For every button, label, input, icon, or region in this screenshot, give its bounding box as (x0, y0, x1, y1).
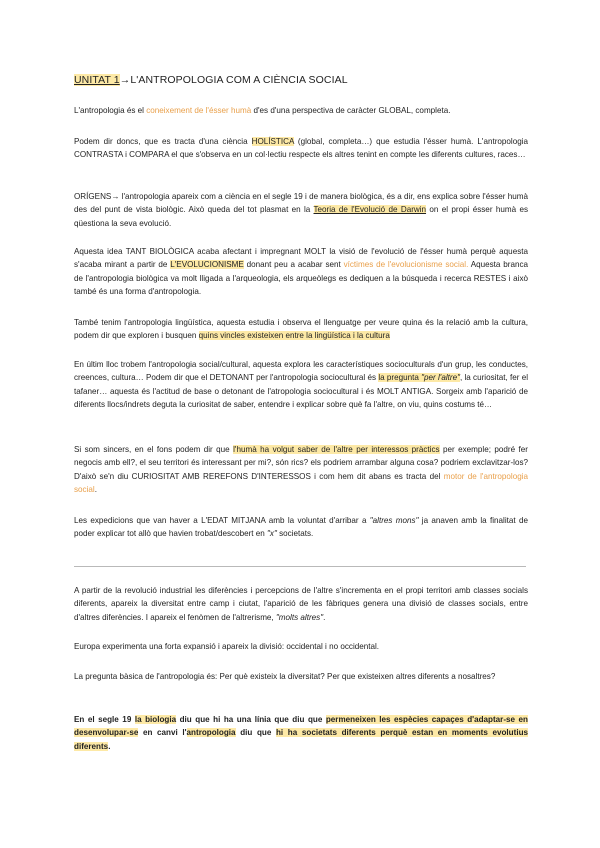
text: diu que hi ha una línia que diu que (176, 715, 326, 724)
highlight-orange: coneixement de l'ésser humà (146, 106, 252, 115)
text: Si som sincers, en el fons podem dir que (74, 445, 234, 454)
text: (global, completa…) que estudia l'ésser humà. L'antropologia CONTRASTA i COMPARA el que s'observa en un col·lectiu respecte els altres tenint en compte les diferents cultures, races… (74, 137, 528, 160)
paragraph-expeditions (74, 514, 528, 541)
text: Podem dir doncs, que es tracta d'una ciència (74, 137, 252, 146)
text: Aquesta branca de l'antropologia biològica va molt lligada a l'arqueologia, els arqueòlegs es dediquen a la búsqueda i recerca RESTES i això també és una forma d'antropologia. (74, 260, 529, 297)
text: en canvi l' (138, 728, 187, 738)
text: La pregunta bàsica de l'antropologia és: Per què existeix la diversitat? Per que existeixen altres diferents a nosaltres? (74, 672, 496, 681)
page-title (74, 74, 348, 86)
text: , la curiositat, fer el tafaner… aquesta és l'actitud de base o detonant de l'atropologia sociocultural i és MOLT ANTIGA. Sorgeix amb l'aparició de diferents llocs/indrets deguta la curiositat de saber, entendre i explicar sobre què fa l'altre, on viu, quins costums té… (74, 373, 528, 410)
paragraph-holistic (74, 135, 528, 162)
unit-label: UNITAT 1 (74, 74, 120, 86)
text: per exemple; podré fer negocis amb ell?, el seu territori és interessant per mi?, són rics? els podriem arrambar alguna cosa? podriem exclavitzar-los? D'això se'n diu CURIOSITAT AMB REREFONS D'INTERESSOS i com hem dit abans es tracta del (74, 445, 528, 481)
highlight-orange: víctimes de l'evolucionisme social. (343, 260, 469, 270)
highlight-yellow: permeneixen les espècies capaçes d'adaptar-se en desenvolupar-se (74, 715, 528, 738)
paragraph-evolutionism (74, 245, 528, 299)
text: ja anaven amb la finalitat de poder explicar tot allò que havien trobat/descobert en (74, 516, 528, 539)
highlight-yellow: quins vincles existeixen entre la lingüística i la cultura (198, 331, 390, 341)
horizontal-divider (74, 566, 526, 567)
text: ORÍGENS (74, 192, 112, 201)
highlight-yellow: HOLÍSTICA (251, 137, 294, 146)
highlight-yellow: la pregunta (378, 373, 422, 383)
text: Aquesta idea TANT BIOLÒGICA acaba afectant i impregnant MOLT la visió de l'evolució de l'ésser humà perquè aquesta s'acaba mirant a partir de (74, 247, 528, 270)
text: donant peu a acabar sent (243, 260, 344, 270)
text: En el segle 19 (74, 715, 135, 724)
text: on el propi ésser humà es qüestiona la seva evolució. (74, 205, 528, 228)
text: Europa experimenta una forta expansió i apareix la divisió: occidental i no occidental. (74, 642, 380, 651)
text: → l'antropologia apareix com a ciència en el segle 19 i de manera biològica, és a dir, ens explica sobre l'ésser humà des del punt de vista biològic. Això queda del tot plasmat en la (74, 192, 528, 215)
text: societats. (276, 529, 314, 539)
text: "x" (267, 529, 277, 539)
highlight-yellow: l'humà ha volgut saber de l'altre per interessos pràctics (233, 445, 440, 454)
highlight-yellow: Teoria de l'Evolució de Darwin (313, 205, 427, 215)
text: d'es d'una perspectiva de caràcter GLOBAL, completa. (251, 106, 451, 115)
highlight-yellow: la biologia (134, 715, 177, 724)
text: . (108, 741, 111, 751)
text: En últim lloc trobem l'antropologia social/cultural, aquesta explora les característiques socioculturals d'un grup, les conductes, creences, cultura… Podem dir que el DETONANT per l'antropologia sociocultural és (74, 360, 528, 383)
highlight-yellow: hi ha societats diferents perquè estan en moments evolutius diferents (74, 728, 529, 751)
highlight-yellow: "per l'altre" (421, 373, 460, 383)
text: . (94, 485, 97, 495)
text: Les expedicions que van haver a L'EDAT MITJANA amb la voluntat d'arribar a (74, 516, 370, 525)
title-text: L'ANTROPOLOGIA COM A CIÈNCIA SOCIAL (130, 74, 348, 86)
text: diu que (235, 728, 276, 738)
highlight-yellow: L'EVOLUCIONISME (170, 260, 244, 270)
highlight-yellow: antropologia (186, 728, 236, 738)
paragraph-origins (74, 190, 528, 230)
text: També tenim l'antropologia lingüística, aquesta estudia i observa el llenguatge per veure quina és la relació amb la cultura, podem dir que exploren i busquen (74, 318, 528, 341)
text: L'antropologia és el (74, 106, 147, 115)
paragraph-europe (74, 640, 528, 653)
text: A partir de la revolució industrial les diferències i percepcions de l'altre s'incrementa en el propi territori amb classes socials diferents, apareix la diversitat entre camp i ciutat, l'aparició de les fàbriques genera una divisió de classes socials, entre d'altres diferències. I apareix el fenòmen de l'altrerisme, (74, 586, 528, 622)
text: . (323, 612, 326, 622)
paragraph-biology (74, 713, 528, 753)
highlight-orange: motor de l'antropologia social (74, 471, 528, 495)
title-arrow: → (119, 74, 131, 86)
paragraph-linguistic (74, 316, 528, 343)
paragraph-sociocultural (74, 358, 528, 412)
text: "molts altres" (275, 612, 324, 622)
paragraph-interests (74, 443, 528, 497)
paragraph-question (74, 670, 528, 683)
text: "altres mons" (369, 516, 419, 525)
paragraph-industrial (74, 584, 528, 624)
paragraph-definition (74, 104, 528, 117)
